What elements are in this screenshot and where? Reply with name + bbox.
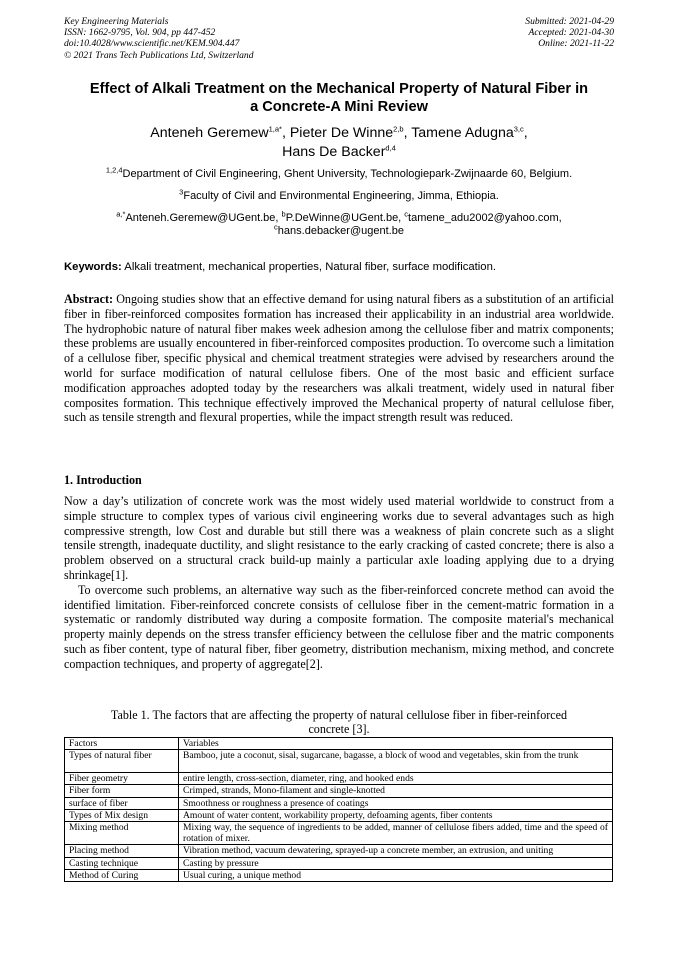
table-cell-factor: Types of natural fiber [65, 750, 179, 773]
affiliation-2 [56, 187, 622, 203]
issn-line: ISSN: 1662-9795, Vol. 904, pp 447-452 [64, 27, 216, 39]
table-cell-variables: entire length, cross-section, diameter, ring, and hooked ends [179, 773, 613, 785]
author-superscript: 2,b [393, 124, 404, 134]
author-superscript: 3,c [513, 124, 524, 134]
table-cell-variables: Vibration method, vacuum dewatering, sprayed-up a concrete member, an extrusion, and uniting [179, 845, 613, 857]
email-superscript: c [274, 222, 278, 232]
section-heading-introduction: 1. Introduction [64, 473, 142, 487]
table-row [65, 809, 613, 821]
doi-line: doi:10.4028/www.scientific.net/KEM.904.447 [64, 38, 240, 50]
table-row [65, 773, 613, 785]
authors-line-2 [56, 143, 622, 162]
table-cell-factor: Types of Mix design [65, 809, 179, 821]
copyright-line: © 2021 Trans Tech Publications Ltd, Switzerland [64, 49, 254, 61]
table-caption-line-2: concrete [3]. [308, 722, 370, 737]
author-name: Tamene Adugna [411, 125, 514, 141]
keywords [64, 260, 616, 274]
table-row [65, 797, 613, 809]
table-cell-variables: Crimped, strands, Mono-filament and single-knotted [179, 785, 613, 797]
table-cell-variables: Smoothness or roughness a presence of coatings [179, 797, 613, 809]
abstract-text: Ongoing studies show that an effective demand for using natural fibers as a substitution of an artificial fiber in fiber-reinforced composites formation has increased their applicability in an industrial area worldwide. The hydrophobic nature of natural fiber makes week adhesion among the cellulose fiber and matrix components; these problems are usually encountered in fiber-reinforced composites production. To overcome such a limitation of a cellulose fiber, specific physical and chemical treatment strategies were advised by researchers around the world for surface modification of natural cellulose fibers. One of the most basic and efficient surface modification approaches adopted today by the researchers was alkali treatment, widely used in natural fiber composites formation. This technique effectively improved the Mechanical property of natural cellulose fiber, such as tensile strength and flexural properties, while the impact strength result was reduced. [64, 292, 614, 425]
table-cell-variables: Bamboo, jute a coconut, sisal, sugarcane, bagasse, a block of wood and vegetables, skin from the trunk [179, 750, 613, 773]
factors-table [64, 737, 613, 882]
author-superscript: 1,a* [268, 124, 282, 134]
affiliation-text: Department of Civil Engineering, Ghent University, Technologiepark-Zwijnaarde 60, Belgium. [122, 168, 573, 180]
affiliation-superscript: 3 [179, 187, 184, 197]
intro-paragraph-2: To overcome such problems, an alternative way such as the fiber-reinforced concrete method can avoid the identified limitation. Fiber-reinforced concrete consists of cellulose fiber in the cement-matric formation in a systematic or randomly distributed way during a composite formation. The composite material's mechanical property mainly depends on the stress transfer efficiency between the cellulose fiber and the matric components such as fiber content, type of natural fiber, fiber geometry, distribution mechanism, mixing method, and concrete compaction techniques, and property of aggregate[2]. [64, 582, 614, 671]
table-cell-factor: Fiber geometry [65, 773, 179, 785]
emails-line-1 [56, 209, 622, 225]
author-list [56, 124, 622, 161]
author-name: Hans De Backer [282, 143, 386, 160]
email-superscript: c [404, 209, 409, 219]
table-cell-factor: Casting technique [65, 857, 179, 869]
journal-header-left [64, 16, 254, 61]
accepted-date: Accepted: 2021-04-30 [528, 27, 614, 39]
table-cell-factor: Method of Curing [65, 869, 179, 881]
journal-header-right [525, 16, 614, 50]
table-cell-variables: Usual curing, a unique method [179, 869, 613, 881]
keywords-label: Keywords: [64, 261, 122, 273]
table-cell-variables: Casting by pressure [179, 857, 613, 869]
email-superscript: a,* [116, 209, 126, 219]
table-cell-factor: Mixing method [65, 822, 179, 845]
intro-paragraph-1: Now a day’s utilization of concrete work was the most widely used material worldwide to construct from a simple structure to complex types of various civil engineering works due to several advantages such as high compressive strength, low Cost and durable but still there was a weakness of plain concrete such as a slight tensile strength, inadequate ductility, and slight resistance to the early cracking of casted concrete; there is also a problem observed on a structural crack build-up mainly a particular axle loading applying due to a drying shrinkage[1]. [64, 494, 614, 582]
title-line-2: a Concrete-A Mini Review [250, 99, 428, 115]
journal-name: Key Engineering Materials [64, 16, 169, 27]
author-separator: , [523, 125, 528, 141]
table-row [65, 869, 613, 881]
table-row [65, 785, 613, 797]
author-superscript: d,4 [385, 142, 396, 152]
table-cell-variables: Mixing way, the sequence of ingredients to be added, manner of cellulose fibers added, time and the speed of rotation of mixer. [179, 822, 613, 845]
table-row [65, 845, 613, 857]
title-line-1: Effect of Alkali Treatment on the Mechanical Property of Natural Fiber in [89, 81, 589, 97]
online-date: Online: 2021-11-22 [538, 38, 614, 50]
affiliation-text: Faculty of Civil and Environmental Engineering, Jimma, Ethiopia. [183, 190, 499, 202]
table-caption-line-1: Table 1. The factors that are affecting the property of natural cellulose fiber in fiber-reinforced [110, 708, 568, 722]
table-row [65, 857, 613, 869]
table-cell-factor: Fiber form [65, 785, 179, 797]
email-link[interactable]: hans.debacker@ugent.be [277, 225, 404, 237]
email-link[interactable]: P.DeWinne@UGent.be, [285, 212, 405, 224]
table-header-cell: Variables [179, 738, 613, 750]
author-separator: , [403, 125, 412, 141]
author-name: Anteneh Geremew [150, 125, 269, 141]
affiliation-1 [56, 165, 622, 181]
table-cell-factor: Placing method [65, 845, 179, 857]
submitted-date: Submitted: 2021-04-29 [525, 16, 614, 27]
authors-line-1 [56, 124, 622, 143]
table-row [65, 822, 613, 845]
email-superscript: b [281, 209, 286, 219]
table-header-row [65, 738, 613, 750]
keywords-text: Alkali treatment, mechanical properties, Natural fiber, surface modification. [121, 261, 496, 273]
email-link[interactable]: Anteneh.Geremew@UGent.be, [125, 212, 282, 224]
table-header-cell: Factors [65, 738, 179, 750]
table-caption [64, 708, 614, 737]
table-cell-factor: surface of fiber [65, 797, 179, 809]
abstract [64, 292, 614, 425]
introduction-body [64, 494, 614, 672]
author-separator: , [281, 125, 290, 141]
table-row [65, 750, 613, 773]
author-emails [56, 209, 622, 238]
abstract-label: Abstract: [64, 292, 114, 306]
author-name: Pieter De Winne [289, 125, 394, 141]
table-cell-variables: Amount of water content, workability property, defoaming agents, fiber contents [179, 809, 613, 821]
paper-title [56, 80, 622, 116]
emails-line-2 [56, 222, 622, 238]
email-link[interactable]: tamene_adu2002@yahoo.com, [408, 212, 562, 224]
affiliation-superscript: 1,2,4 [105, 165, 123, 175]
